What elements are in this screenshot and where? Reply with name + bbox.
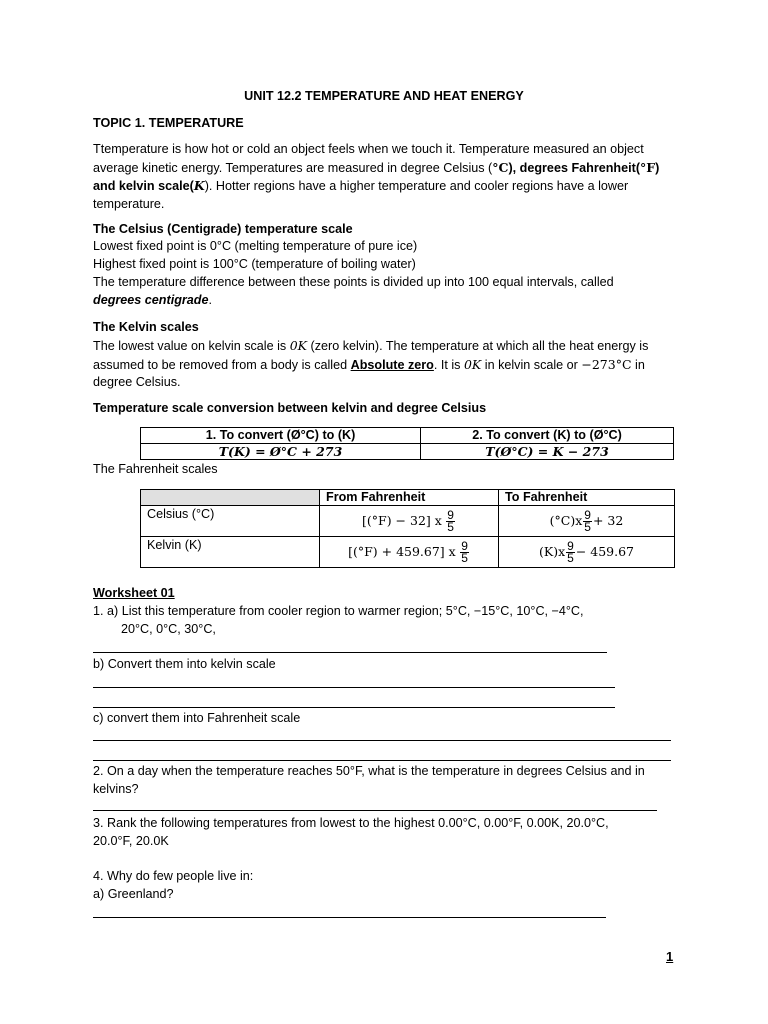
question-1b: b) Convert them into kelvin scale	[93, 657, 276, 671]
question-1a-cont: 20°C, 0°C, 30°C,	[121, 622, 216, 636]
answer-line[interactable]	[93, 917, 606, 918]
fraction: $\frac{9}{5}$	[447, 507, 454, 534]
table-header-blank	[141, 490, 320, 506]
fahrenheit-table	[140, 489, 675, 568]
row-label-celsius: Celsius (°C)	[141, 506, 320, 537]
celsius-lowest: Lowest fixed point is 0°C (melting temperature of pure ice)	[93, 239, 418, 253]
question-2: 2. On a day when the temperature reaches 50°F, what is the temperature in degrees Celsius and in kelvins?	[93, 764, 645, 796]
answer-line[interactable]	[93, 760, 671, 761]
table-row	[141, 444, 674, 460]
answer-line[interactable]	[93, 707, 615, 708]
table-row	[141, 537, 675, 568]
formula-celsius-from: [(°F) − 32] x $\frac{9}{5}$	[320, 506, 499, 537]
formula-kelvin-from: [(°F) + 459.67] x $\frac{9}{5}$	[320, 537, 499, 568]
answer-line[interactable]	[93, 687, 615, 688]
fahrenheit-heading: The Fahrenheit scales	[93, 462, 218, 476]
conversion-col1-formula: T(K) = Ø°C + 273	[141, 444, 421, 460]
conversion-col2-formula: T(Ø°C) = K − 273	[421, 444, 674, 460]
topic-title: TOPIC 1. TEMPERATURE	[93, 116, 244, 130]
formula-kelvin-to: (K)x $\frac{9}{5}$ − 459.67	[499, 537, 675, 568]
conversion-col1-label: 1. To convert (Ø°C) to (K)	[141, 428, 421, 444]
table-row	[141, 428, 674, 444]
table-row	[141, 506, 675, 537]
celsius-highest: Highest fixed point is 100°C (temperature of boiling water)	[93, 257, 416, 271]
unit-title: UNIT 12.2 TEMPERATURE AND HEAT ENERGY	[244, 89, 524, 103]
question-1a: 1. a) List this temperature from cooler region to warmer region; 5°C, −15°C, 10°C, −4°C,	[93, 604, 584, 618]
celsius-difference: The temperature difference between these points is divided up into 100 equal intervals, called degrees centigrade.	[93, 275, 614, 307]
answer-line[interactable]	[93, 740, 671, 741]
kelvin-heading: The Kelvin scales	[93, 320, 199, 334]
fraction: $\frac{9}{5}$	[567, 538, 574, 565]
question-1c: c) convert them into Fahrenheit scale	[93, 711, 301, 725]
answer-line[interactable]	[93, 810, 657, 811]
fraction: $\frac{9}{5}$	[461, 538, 468, 565]
conversion-col2-label: 2. To convert (K) to (Ø°C)	[421, 428, 674, 444]
question-4a: a) Greenland?	[93, 887, 174, 901]
answer-line[interactable]	[93, 652, 607, 653]
table-header-from: From Fahrenheit	[320, 490, 499, 506]
celsius-heading: The Celsius (Centigrade) temperature scale	[93, 222, 353, 236]
question-4: 4. Why do few people live in:	[93, 869, 254, 883]
table-header-to: To Fahrenheit	[499, 490, 675, 506]
table-row	[141, 490, 675, 506]
intro-paragraph: Ttemperature is how hot or cold an object feels when we touch it. Temperature measured an object average kinetic energy. Temperatures are measured in degree Celsius (°C), degrees Fahrenheit(°F) and kelvin scale(K). Hotter regions have a higher temperature and cooler regions have a lower temperature.	[93, 142, 660, 211]
conversion-table	[140, 427, 674, 460]
row-label-kelvin: Kelvin (K)	[141, 537, 320, 568]
worksheet-title: Worksheet 01	[93, 586, 175, 600]
question-3: 3. Rank the following temperatures from lowest to the highest 0.00°C, 0.00°F, 0.00K, 20.0°C, 20.0°F, 20.0K	[93, 816, 609, 848]
conversion-heading: Temperature scale conversion between kelvin and degree Celsius	[93, 401, 487, 415]
fraction: $\frac{9}{5}$	[584, 507, 591, 534]
kelvin-paragraph: The lowest value on kelvin scale is 0K (zero kelvin). The temperature at which all the heat energy is assumed to be removed from a body is called Absolute zero. It is 0K in kelvin scale or −273°C in degree Celsius.	[93, 338, 649, 389]
formula-celsius-to: (°C)x $\frac{9}{5}$ + 32	[499, 506, 675, 537]
page-number: 1	[666, 949, 674, 964]
